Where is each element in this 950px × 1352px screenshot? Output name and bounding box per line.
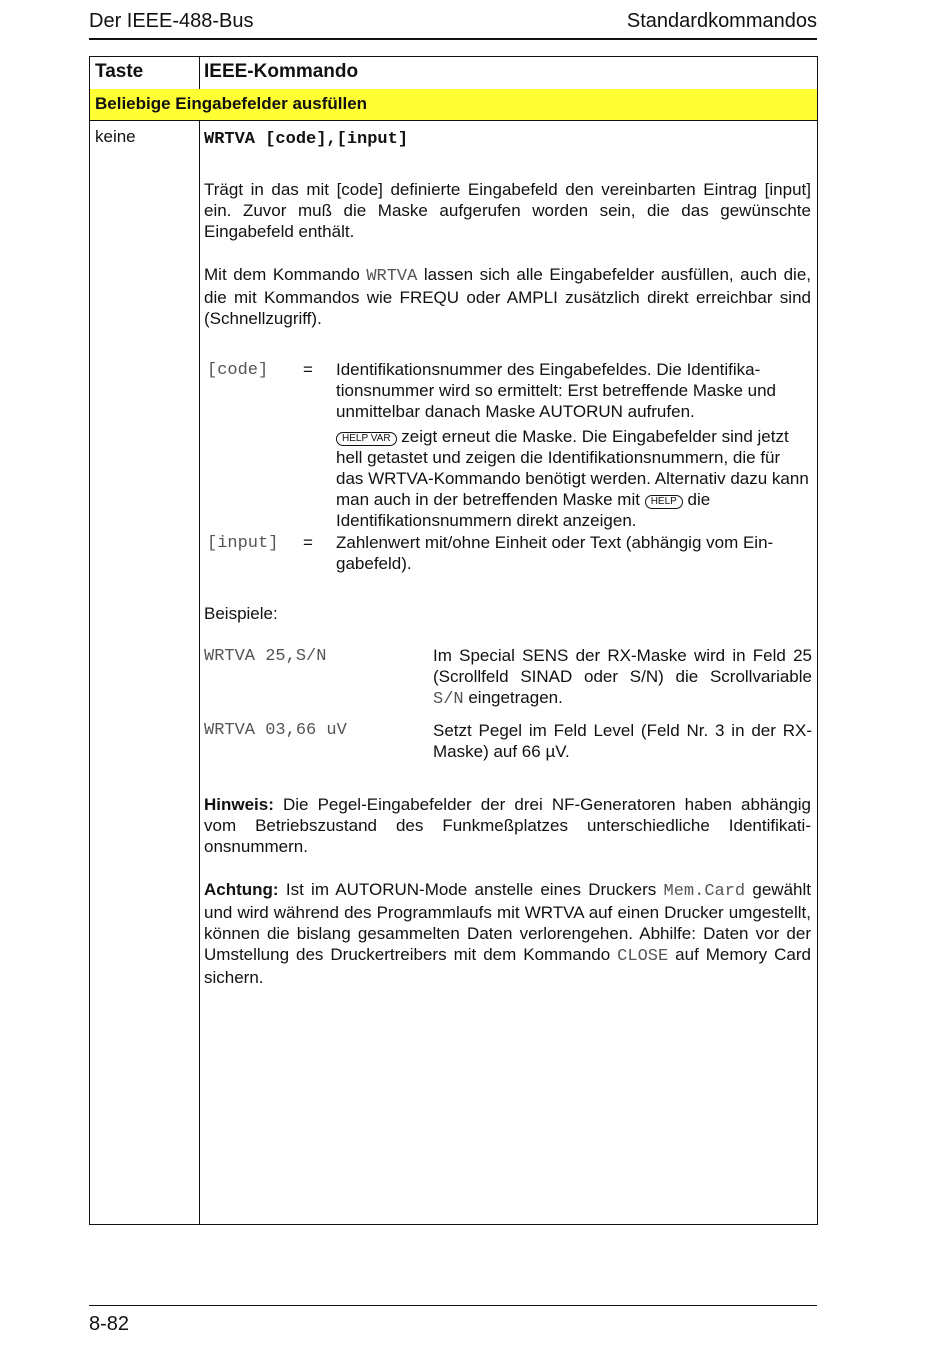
warning-code-close: CLOSE — [617, 947, 669, 966]
example-1-description — [433, 645, 812, 710]
example-1-code: WRTVA 25,S/N — [204, 647, 327, 666]
example-2-code: WRTVA 03,66 uV — [204, 721, 347, 740]
command-syntax: WRTVA [code],[input] — [204, 130, 409, 149]
param-code-desc2-b: die Identifikationsnummern direkt anzeigen. — [336, 490, 711, 530]
note-paragraph — [204, 794, 811, 857]
header-chapter: Der IEEE-488-Bus — [89, 10, 254, 32]
examples-label: Beispiele: — [204, 604, 278, 623]
warning-text-a: Ist im AUTORUN-Mode anstelle eines Druckers — [278, 880, 664, 899]
section-title: Beliebige Eingabefelder ausfüllen — [95, 94, 368, 113]
usage-code: WRTVA — [366, 267, 418, 286]
usage-text-b: lassen sich alle Eingabefelder ausfüllen, auch die, die mit Kommandos wie FREQU oder AMPLI zusätzlich direkt erreichbar sind (Schnellzugriff). — [204, 265, 811, 328]
param-code-name: [code] — [207, 361, 269, 380]
note-text: Die Pegel-Eingabefelder der drei NF-Generatoren haben abhängig vom Betriebszustand des Funkmeßplatzes unterschiedliche Identifikationsnummern. — [204, 795, 811, 856]
warning-code-memcard: Mem.Card — [663, 882, 746, 901]
command-table — [89, 56, 818, 1225]
example-1-desc-code: S/N — [433, 690, 464, 709]
param-code-equals: = — [303, 360, 313, 379]
key-cell: keine — [95, 127, 136, 146]
param-code-desc2-a: zeigt erneut die Maske. Die Eingabefelder sind jetzt hell getastet und zeigen die Identifikationsnummern, die für das WRTVA-Kommando benötigt werden. Alternativ dazu kann man auch in der betreffenden Maske mit — [336, 427, 809, 509]
table-header-row — [90, 57, 817, 90]
header-rule — [89, 38, 817, 40]
description-paragraph: Trägt in das mit [code] definierte Eingabefeld den vereinbarten Eintrag [input] ein. Zuvor muß die Maske aufgerufen worden sein, die das gewünschte Eingabefeld enthält. — [204, 180, 811, 241]
param-code-description-2 — [336, 426, 812, 531]
note-label: Hinweis: — [204, 795, 274, 814]
param-input-equals: = — [303, 533, 313, 552]
example-1-desc-b: eingetragen. — [463, 688, 563, 707]
header-section: Standardkommandos — [626, 10, 817, 32]
warning-label: Achtung: — [204, 880, 279, 899]
section-banner — [90, 89, 817, 121]
col-header-key: Taste — [95, 61, 144, 82]
param-input-name: [input] — [207, 534, 279, 553]
warning-paragraph — [204, 879, 811, 988]
page-number: 8-82 — [89, 1313, 130, 1335]
param-code-description: Identifikationsnummer des Eingabefeldes. Die Identifikationsnummer wird so ermittelt: Erst betreffende Maske und unmittelbar danach Maske AUTORUN aufrufen. — [336, 360, 776, 421]
help-var-key-icon: HELP VAR — [336, 432, 397, 446]
example-2-description: Setzt Pegel im Feld Level (Feld Nr. 3 in der RX-Maske) auf 66 µV. — [433, 721, 812, 761]
column-divider — [199, 57, 200, 1224]
example-1-desc-a: Im Special SENS der RX-Maske wird in Feld 25 (Scrollfeld SINAD oder S/N) die Scrollvariable — [433, 646, 812, 686]
usage-paragraph — [204, 264, 811, 329]
usage-text-a: Mit dem Kommando — [204, 265, 367, 284]
col-header-command: IEEE-Kommando — [204, 61, 359, 82]
footer-rule — [89, 1305, 817, 1306]
warning-text-c: auf Memory Card sichern. — [204, 945, 811, 987]
param-input-description: Zahlenwert mit/ohne Einheit oder Text (abhängig vom Eingabefeld). — [336, 533, 774, 573]
help-key-icon: HELP — [645, 495, 683, 509]
warning-text-b: gewählt und wird während des Programmlaufs mit WRTVA auf einen Drucker umgestellt, können die bislang gesammelten Daten verlorengehen. Abhilfe: Daten vor der Umstellung des Druckertreibers mit dem Kommando — [204, 880, 811, 964]
